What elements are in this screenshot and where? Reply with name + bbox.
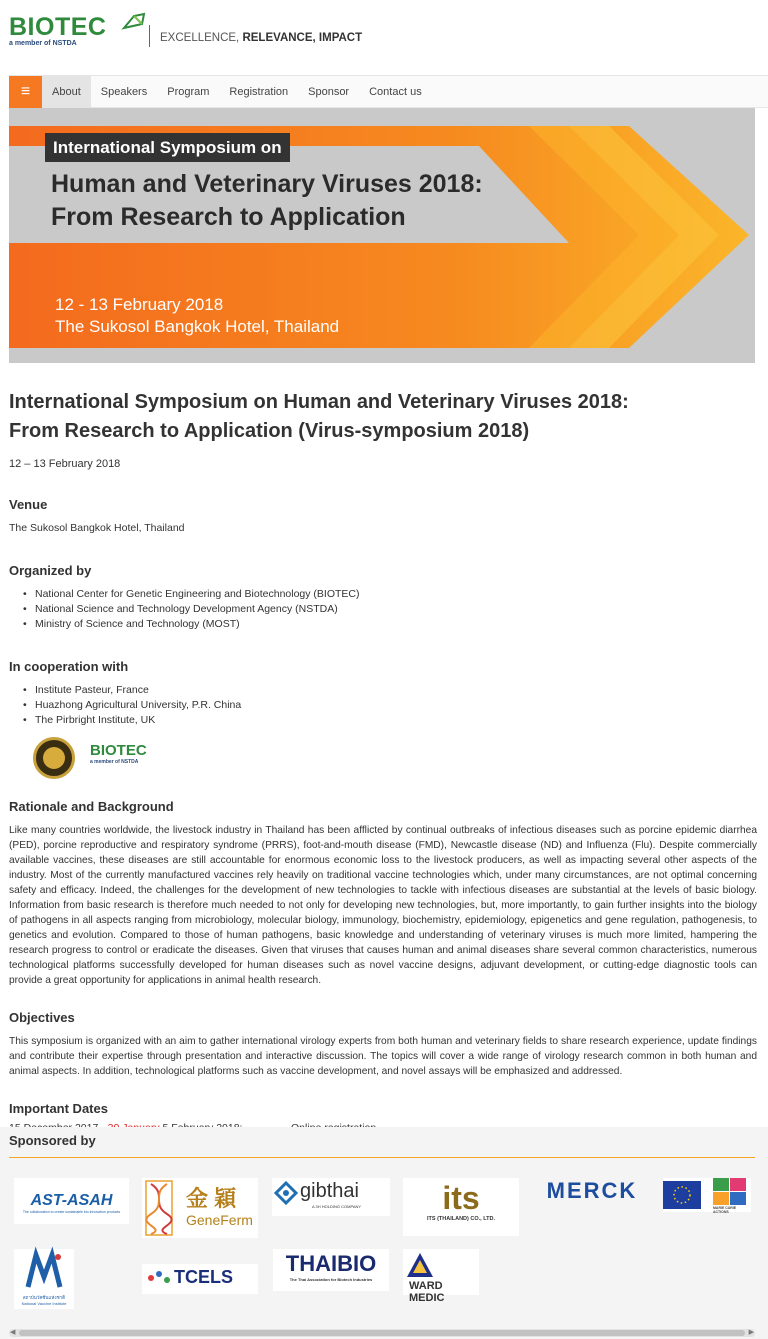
organized-heading: Organized by	[9, 563, 92, 578]
rationale-heading: Rationale and Background	[9, 799, 174, 814]
sponsor-logo-its[interactable]	[403, 1178, 519, 1236]
sponsor-sub: A 3H HOLDING COMPANY	[312, 1204, 362, 1209]
seal-logo	[33, 737, 75, 779]
important-dates-heading: Important Dates	[9, 1101, 108, 1116]
list-item: • Ministry of Science and Technology (MOST)	[9, 617, 757, 632]
nav-items	[42, 76, 432, 109]
sponsor-logo-merck[interactable]	[533, 1178, 651, 1206]
objectives-heading: Objectives	[9, 1010, 75, 1025]
leaf-icon	[122, 12, 146, 30]
sponsor-logo-national-vaccine-institute[interactable]	[14, 1249, 74, 1309]
eu-flag-icon	[663, 1181, 701, 1209]
ward-medic-symbol-icon	[405, 1251, 435, 1279]
sponsor-sub: The collaboration to create sustainable bio-innovation products	[22, 1210, 121, 1214]
objectives-text: This symposium is organized with an aim to gather international virology experts from both human and veterinary fields to share research experience, update findings and contribute their expertise through presentation and interactive discussion. The topics will cover a wide range of virology research common in both human and animal aspects. In addition, technological platforms such as vaccine development, and novel assays will be emphasized and addressed.	[9, 1036, 757, 1077]
cooperation-list	[9, 683, 757, 728]
gibthai-symbol-icon	[274, 1181, 298, 1205]
page-title-line1: International Symposium on Human and Veterinary Viruses 2018:	[9, 391, 629, 413]
sponsor-section	[0, 1127, 768, 1339]
hero-banner	[9, 108, 755, 363]
list-item: • Huazhong Agricultural University, P.R. China	[9, 698, 757, 713]
sponsor-name: gibthai	[300, 1180, 359, 1202]
venue-text: The Sukosol Bangkok Hotel, Thailand	[9, 522, 185, 534]
banner-title	[51, 168, 483, 234]
cooperation-heading: In cooperation with	[9, 659, 129, 674]
biotec-logo-small	[90, 743, 147, 765]
list-item: • National Center for Genetic Engineering and Biotechnology (BIOTEC)	[9, 587, 757, 602]
banner-place: The Sukosol Bangkok Hotel, Thailand	[55, 317, 340, 336]
nvi-symbol-icon	[24, 1251, 64, 1291]
sponsor-logo-gibthai[interactable]	[272, 1178, 390, 1216]
biotec-logo[interactable]	[9, 14, 106, 47]
hamburger-icon[interactable]: ≡	[9, 76, 42, 109]
banner-date: 12 - 13 February 2018	[55, 295, 224, 314]
nav-item-speakers[interactable]: Speakers	[100, 86, 148, 98]
tagline-plain: EXCELLENCE,	[160, 32, 243, 44]
nav-item-program[interactable]: Program	[167, 86, 210, 98]
rationale-text: Like many countries worldwide, the livestock industry in Thailand has been afflicted by continual outbreaks of infectious diseases such as porcine epidemic diarrhea (PED), porcine reproductive and respiratory syndrome (PRRS), foot-and-mouth disease (FMD), Newcastle disease (ND) and Influenza (Flu). Despite commercially available vaccines, these diseases are still accountable for enormous economic loss to the livestock producers, as well as impacting several other aspects of the industry. Most of the currently manufactured vaccines rely heavily on traditional vaccine technologies which, under many circumstances, are not optimal concerning safety and efficacy. Indeed, the challenges for the development of new technologies to tackle with infectious diseases are substantial at the levels of basic biology. Information from basic research is therefore much needed to not only for developing new technologies, but, more importantly, to gain further insights into the biology of pathogens in all aspects ranging from microbiology, molecular biology, immunology, biochemistry, epidemiology, epigenetics and gene regulation, pathogenesis, to genetics and evolution. Compared to those of human pathogens, basic knowledge and understanding of veterinary viruses is much more limited, hampering the research progress to control or eradicate the diseases. Given that viruses that causes human and animal diseases share several common characteristics, numerous technological platforms successfully developed for human diseases such as novel vaccine designs, adjuvant development, or cutting-edge diagnostic tools can provide a great opportunity for applications in animal health research.	[9, 825, 757, 986]
banner-title-line2: From Research to Application	[51, 203, 406, 231]
banner-date-place	[55, 294, 339, 338]
seal-emblem	[43, 747, 65, 769]
sponsor-logo-ast-asah[interactable]	[14, 1178, 129, 1224]
list-item: • Institute Pasteur, France	[9, 683, 757, 698]
scrollbar-thumb[interactable]	[19, 1330, 745, 1336]
sponsor-sub: National Vaccine Institute	[21, 1301, 67, 1306]
horizontal-scrollbar[interactable]	[9, 1329, 755, 1337]
marie-curie-icon	[713, 1178, 747, 1206]
page-title-line2: From Research to Application (Virus-symposium 2018)	[9, 420, 530, 442]
page-title	[9, 388, 757, 446]
tagline-bold: RELEVANCE, IMPACT	[242, 32, 363, 44]
biotec-logo-small-sub: a member of NSTDA	[90, 759, 139, 765]
sponsor-sub: GeneFerm	[186, 1212, 253, 1228]
dna-icon	[145, 1180, 173, 1236]
list-item: • National Science and Technology Development Agency (NSTDA)	[9, 602, 757, 617]
sponsor-name: MARIE CURIE ACTIONS	[713, 1206, 737, 1214]
event-date: 12 – 13 February 2018	[9, 458, 121, 470]
banner-title-line1: Human and Veterinary Viruses 2018:	[51, 170, 483, 198]
logo-subtitle: a member of NSTDA	[9, 40, 77, 47]
sponsor-name: TCELS	[174, 1267, 234, 1287]
nav-item-sponsor[interactable]: Sponsor	[308, 86, 350, 98]
organizer-list	[9, 587, 757, 632]
sponsor-name: สถาบันวัคซีนแห่งชาติ	[22, 1295, 66, 1300]
sponsor-sub: ITS (THAILAND) CO., LTD.	[426, 1216, 496, 1222]
site-header	[0, 0, 768, 75]
sponsor-logo-eu-marie-curie[interactable]	[663, 1178, 751, 1212]
sponsor-logo-thaibio[interactable]	[273, 1249, 389, 1291]
scroll-right-icon[interactable]: ▶	[748, 1329, 754, 1336]
logo-text: BIOTEC	[9, 13, 107, 41]
main-nav	[9, 75, 768, 108]
tagline	[149, 25, 362, 47]
sponsor-name: THAIBIO	[285, 1251, 377, 1276]
sponsor-divider	[9, 1157, 755, 1158]
main-content	[9, 388, 757, 1134]
sponsor-name: MERCK	[546, 1178, 638, 1203]
sponsor-name: its	[442, 1180, 480, 1216]
tcels-symbol-icon	[146, 1268, 176, 1288]
sponsor-name: AST-ASAH	[30, 1192, 113, 1209]
venue-heading: Venue	[9, 497, 48, 512]
sponsor-name: 金 穎	[186, 1186, 237, 1211]
sponsor-sub: The Thai Association for Biotech Industries	[289, 1277, 373, 1282]
list-item: • The Pirbright Institute, UK	[9, 713, 757, 728]
nav-item-about[interactable]: About	[42, 76, 91, 109]
sponsor-logo-tcels[interactable]	[142, 1264, 258, 1294]
scroll-left-icon[interactable]: ◀	[10, 1329, 16, 1336]
cooperation-logos	[9, 737, 757, 783]
sponsor-logo-geneferm[interactable]	[142, 1178, 258, 1238]
sponsor-name: WARD MEDIC	[409, 1280, 445, 1304]
banner-tag: International Symposium on	[45, 133, 290, 162]
sponsor-heading: Sponsored by	[9, 1133, 96, 1148]
nav-item-registration[interactable]: Registration	[229, 86, 289, 98]
sponsor-logo-ward-medic[interactable]	[403, 1249, 479, 1304]
nav-item-contact[interactable]: Contact us	[369, 86, 422, 98]
biotec-logo-small-text: BIOTEC	[90, 742, 147, 759]
